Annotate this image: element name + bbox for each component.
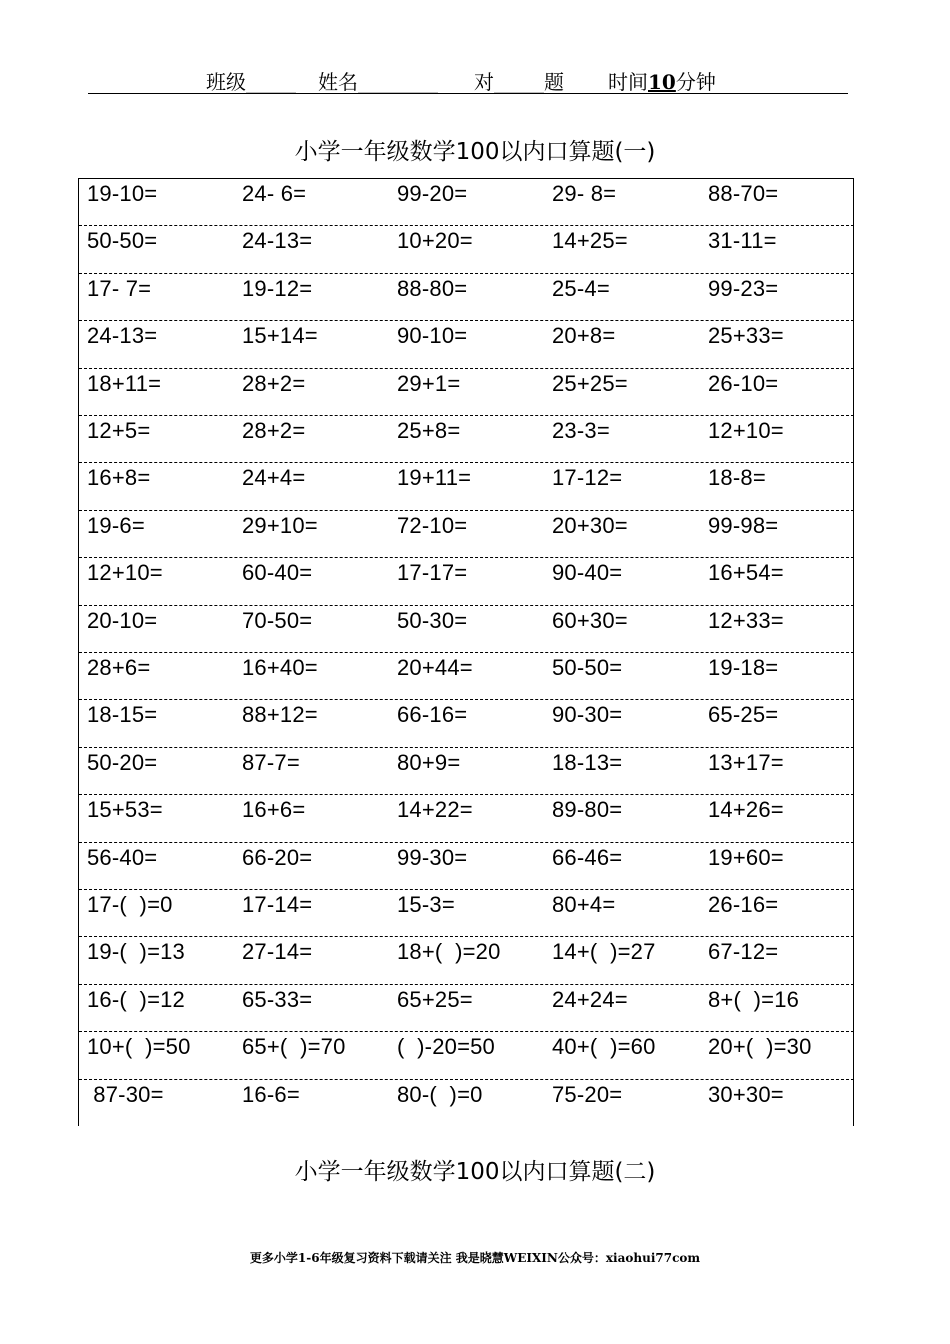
problem-cell: 29+1= <box>397 370 461 396</box>
problem-cell: 25+25= <box>552 370 628 396</box>
problem-cell: 18-13= <box>552 749 623 775</box>
problem-cell: 19-( )=13 <box>87 939 185 965</box>
problem-row <box>79 889 854 936</box>
problem-row <box>79 225 854 272</box>
problem-row <box>79 984 854 1031</box>
problem-row <box>79 652 854 699</box>
problem-cell: 19+60= <box>708 844 784 870</box>
problem-cell: 10+( )=50 <box>87 1034 191 1060</box>
problem-row <box>79 368 854 415</box>
problem-cell: 90-30= <box>552 702 623 728</box>
problem-cell: 16-6= <box>242 1081 300 1107</box>
worksheet-title-one: 小学一年级数学100以内口算题(一) <box>294 139 656 165</box>
problem-cell: 24- 6= <box>242 181 307 206</box>
problem-cell: 14+26= <box>708 797 784 823</box>
problem-row <box>79 1079 854 1126</box>
problem-cell: 15+53= <box>87 797 163 823</box>
problem-cell: 50-50= <box>87 228 158 254</box>
problem-cell: 12+5= <box>87 418 151 443</box>
problem-cell: 50-50= <box>552 655 623 680</box>
problem-row <box>79 462 854 509</box>
problem-cell: 56-40= <box>87 844 158 870</box>
problem-cell: ( )-20=50 <box>397 1034 495 1060</box>
problem-cell: 26-10= <box>708 370 779 396</box>
problem-cell: 29+10= <box>242 512 318 538</box>
problem-cell: 10+20= <box>397 228 473 254</box>
problem-row <box>79 320 854 367</box>
problem-cell: 66-20= <box>242 844 313 870</box>
problem-cell: 60+30= <box>552 607 628 633</box>
problem-cell: 88+12= <box>242 702 318 728</box>
problem-cell: 14+25= <box>552 228 628 254</box>
problem-cell: 16+6= <box>242 797 306 823</box>
problem-cell: 29- 8= <box>552 181 617 206</box>
worksheet-title-two: 小学一年级数学100以内口算题(二) <box>294 1159 656 1185</box>
problem-row <box>79 936 854 983</box>
problem-cell: 14+22= <box>397 797 473 823</box>
worksheet-header <box>88 62 848 94</box>
problem-cell: 12+10= <box>87 560 163 586</box>
problem-cell: 99-30= <box>397 844 468 870</box>
problem-cell: 17-( )=0 <box>87 892 173 917</box>
problem-row <box>79 794 854 841</box>
problem-cell: 23-3= <box>552 418 610 443</box>
problem-cell: 31-11= <box>708 228 777 254</box>
problem-cell: 88-70= <box>708 181 779 206</box>
problem-cell: 13+17= <box>708 749 784 775</box>
problem-cell: 24+4= <box>242 465 306 491</box>
problem-grid <box>78 178 854 1126</box>
problem-cell: 99-98= <box>708 512 779 538</box>
problem-cell: 40+( )=60 <box>552 1034 656 1060</box>
problem-cell: 15+14= <box>242 323 318 349</box>
problem-cell: 16-( )=12 <box>87 986 185 1012</box>
problem-cell: 88-80= <box>397 275 468 301</box>
problem-cell: 19-6= <box>87 512 145 538</box>
problem-cell: 28+2= <box>242 370 306 396</box>
problem-cell: 25-4= <box>552 275 610 301</box>
problem-cell: 87-30= <box>87 1081 164 1107</box>
problem-row <box>79 1031 854 1078</box>
time-value: 10 <box>648 70 676 94</box>
problem-row <box>79 510 854 557</box>
problem-cell: 50-30= <box>397 607 468 633</box>
problem-cell: 18+11= <box>87 370 162 396</box>
problem-cell: 99-23= <box>708 275 779 301</box>
problem-cell: 30+30= <box>708 1081 784 1107</box>
problem-cell: 17- 7= <box>87 275 152 301</box>
time-label: 时间 <box>608 70 648 94</box>
problem-cell: 89-80= <box>552 797 623 823</box>
problem-cell: 17-14= <box>242 892 313 917</box>
problem-cell: 16+40= <box>242 655 318 680</box>
problem-cell: 66-16= <box>397 702 468 728</box>
problem-cell: 90-40= <box>552 560 623 586</box>
problem-cell: 19-10= <box>87 181 158 206</box>
problem-row <box>79 557 854 604</box>
problem-row <box>79 273 854 320</box>
problem-cell: 72-10= <box>397 512 468 538</box>
problem-cell: 67-12= <box>708 939 779 965</box>
problem-cell: 24+24= <box>552 986 628 1012</box>
name-field: 姓名________ <box>318 70 438 94</box>
problem-cell: 99-20= <box>397 181 468 206</box>
problem-cell: 27-14= <box>242 939 313 965</box>
problem-cell: 65+( )=70 <box>242 1034 346 1060</box>
problem-cell: 80+4= <box>552 892 616 917</box>
correct-count-field: 对_____题 <box>474 70 564 94</box>
problem-cell: 66-46= <box>552 844 623 870</box>
problem-cell: 80+9= <box>397 749 461 775</box>
problem-cell: 65+25= <box>397 986 473 1012</box>
problem-cell: 17-17= <box>397 560 468 586</box>
problem-cell: 20-10= <box>87 607 158 633</box>
problem-cell: 18-15= <box>87 702 158 728</box>
problem-cell: 70-50= <box>242 607 313 633</box>
problem-cell: 75-20= <box>552 1081 623 1107</box>
problem-cell: 18-8= <box>708 465 766 491</box>
problem-cell: 25+8= <box>397 418 461 443</box>
problem-cell: 17-12= <box>552 465 623 491</box>
problem-cell: 26-16= <box>708 892 779 917</box>
problem-cell: 50-20= <box>87 749 158 775</box>
problem-cell: 65-33= <box>242 986 313 1012</box>
problem-cell: 25+33= <box>708 323 784 349</box>
problem-cell: 19-18= <box>708 655 779 680</box>
problem-cell: 60-40= <box>242 560 313 586</box>
problem-cell: 18+( )=20 <box>397 939 501 965</box>
problem-cell: 20+44= <box>397 655 473 680</box>
problem-cell: 16+54= <box>708 560 784 586</box>
problem-cell: 12+33= <box>708 607 784 633</box>
problem-cell: 80-( )=0 <box>397 1081 483 1107</box>
problem-row <box>79 415 854 462</box>
problem-row <box>79 842 854 889</box>
problem-cell: 24-13= <box>242 228 313 254</box>
problem-row <box>79 699 854 746</box>
problem-cell: 8+( )=16 <box>708 986 800 1012</box>
problem-cell: 14+( )=27 <box>552 939 656 965</box>
problem-cell: 20+( )=30 <box>708 1034 812 1060</box>
problem-cell: 28+2= <box>242 418 306 443</box>
problem-cell: 28+6= <box>87 655 151 680</box>
problem-row <box>79 605 854 652</box>
problem-cell: 90-10= <box>397 323 468 349</box>
problem-cell: 20+8= <box>552 323 616 349</box>
problem-row <box>79 747 854 794</box>
problem-cell: 24-13= <box>87 323 158 349</box>
problem-cell: 16+8= <box>87 465 151 491</box>
class-field: 班级_____ <box>206 70 296 94</box>
problem-row <box>79 178 854 225</box>
time-field <box>608 66 716 95</box>
problem-cell: 19-12= <box>242 275 313 301</box>
problem-cell: 15-3= <box>397 892 455 917</box>
problem-cell: 65-25= <box>708 702 779 728</box>
problem-cell: 19+11= <box>397 465 472 491</box>
problem-cell: 87-7= <box>242 749 300 775</box>
footer-note: 更多小学1-6年级复习资料下载请关注 我是晓慧WEIXIN公众号：xiaohui77com <box>249 1251 701 1265</box>
problem-cell: 12+10= <box>708 418 784 443</box>
problem-cell: 20+30= <box>552 512 628 538</box>
time-unit: 分钟 <box>675 70 716 94</box>
